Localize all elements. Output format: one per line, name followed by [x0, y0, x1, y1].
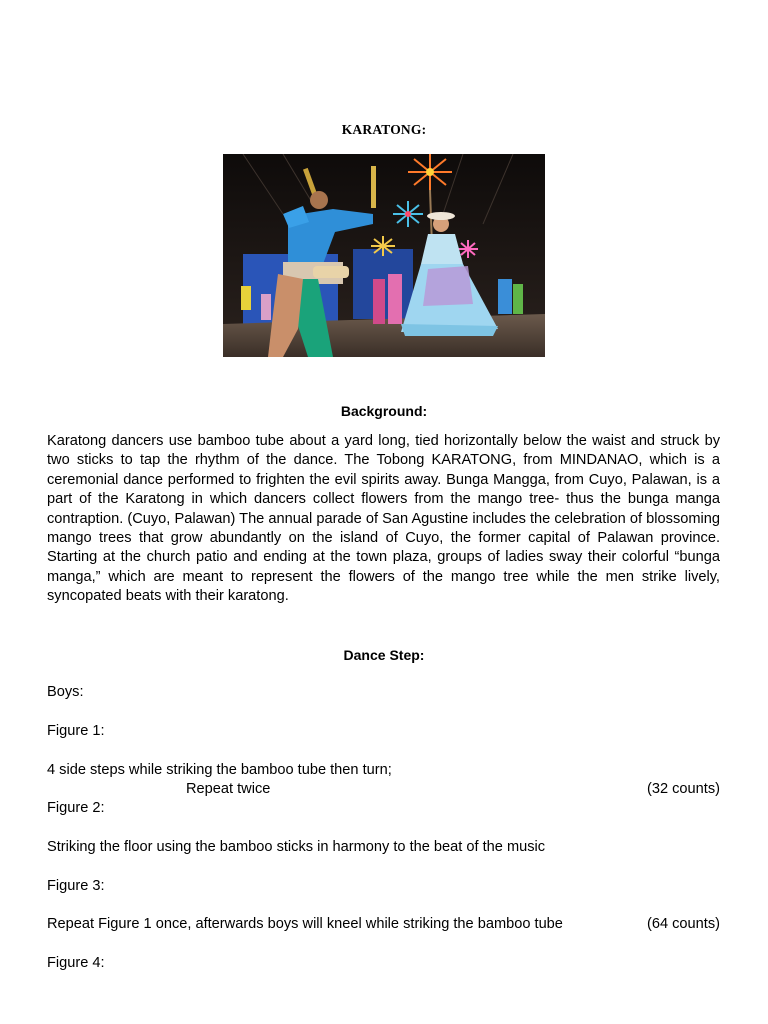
boys-label: Boys:	[47, 684, 84, 700]
background-heading: Background:	[340, 403, 428, 419]
figure3-step: Repeat Figure 1 once, afterwards boys will kneel while striking the bamboo tube	[47, 916, 563, 932]
photo-illustration	[223, 154, 545, 357]
dance-step-heading: Dance Step:	[343, 647, 425, 663]
figure2-step: Striking the floor using the bamboo sticks in harmony to the beat of the music	[47, 839, 546, 855]
karatong-dance-photo	[223, 154, 545, 357]
figure1-repeat: Repeat twice	[186, 781, 271, 797]
document-title: KARATONG:	[341, 122, 427, 137]
figure3-label: Figure 3:	[47, 878, 105, 894]
background-paragraph: Karatong dancers use bamboo tube about a yard long, tied horizontally below the waist and struck by two sticks to tap the rhythm of the dance. The Tobong KARATONG, from MINDANAO, which is a ceremonial dance performed to frighten the evil spirits away. Bunga Mangga, from Cuyo, Palawan, is a part of the Karatong in which dancers collect flowers from the mango tree- thus the bunga manga contraption. (Cuyo, Palawan) The annual parade of San Agustine includes the celebration of blossoming mango trees that grow abundantly on the island of Cuyo, the former capital of Palawan province. Starting at the church patio and ending at the town plaza, groups of ladies sway their colorful “bunga manga,” which are meant to represent the flowers of the mango tree while the men strike lively, syncopated beats with their karatong.	[47, 433, 720, 605]
figure1-label: Figure 1:	[47, 723, 105, 739]
figure4-label: Figure 4:	[47, 955, 105, 971]
figure2-label: Figure 2:	[47, 800, 105, 816]
figure1-counts: (32 counts)	[646, 781, 720, 797]
figure3-counts: (64 counts)	[646, 916, 720, 932]
figure1-step: 4 side steps while striking the bamboo tube then turn;	[47, 762, 392, 778]
